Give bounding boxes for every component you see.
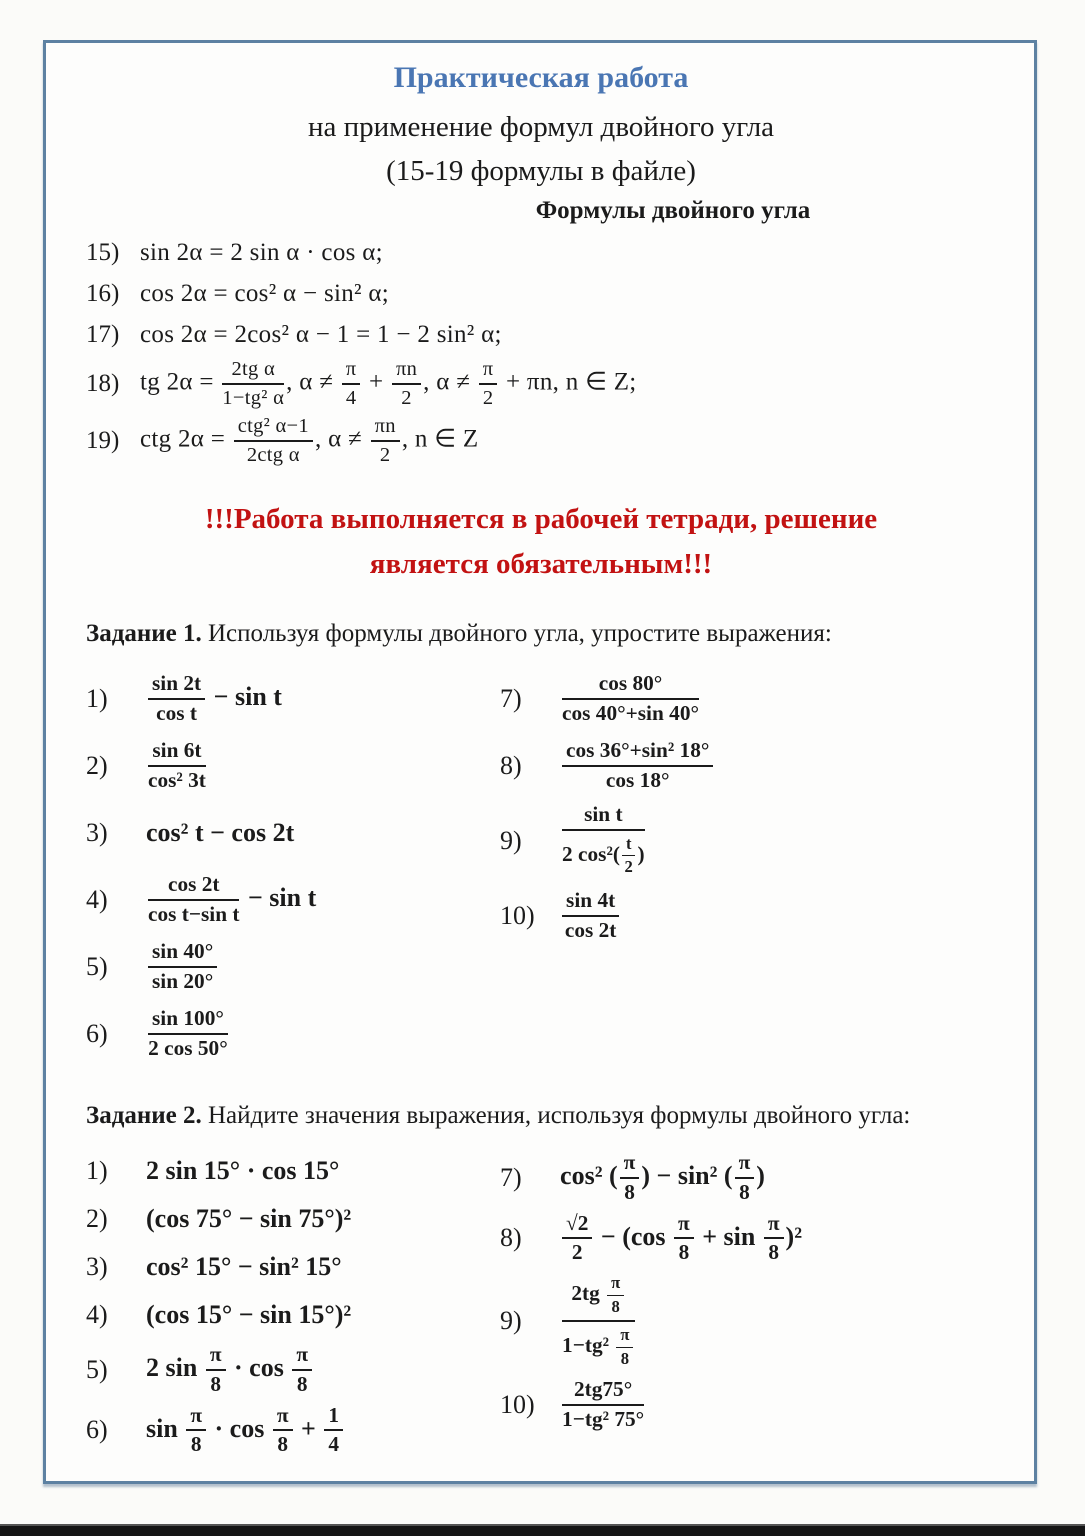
item-number: 5) xyxy=(86,1354,108,1384)
fraction-denominator: 1−tg² 75° xyxy=(562,1406,645,1431)
item-expression xyxy=(560,887,621,945)
fraction-numerator: π xyxy=(292,1343,312,1371)
fraction xyxy=(620,1151,640,1205)
task-item xyxy=(500,801,996,881)
fraction xyxy=(148,672,205,726)
task1-label: Задание 1. xyxy=(86,619,202,647)
fraction-denominator: 8 xyxy=(190,1432,202,1457)
warning-line-1: !!!Работа выполняется в рабочей тетради, решение xyxy=(204,502,878,535)
item-number: 17) xyxy=(86,321,120,348)
fraction xyxy=(273,1404,293,1458)
fraction-numerator: π xyxy=(735,1151,755,1179)
fraction xyxy=(616,1326,633,1368)
fraction xyxy=(674,1212,694,1266)
item-expression: cos² t − cos 2t xyxy=(146,817,295,847)
fraction-numerator: π xyxy=(764,1212,784,1240)
item-number: 10) xyxy=(500,900,535,930)
worksheet-page xyxy=(43,40,1037,1484)
item-number: 19) xyxy=(86,426,120,454)
fraction-numerator: π xyxy=(479,358,498,385)
item-number: 15) xyxy=(86,239,120,266)
fraction-numerator: cos 2t xyxy=(148,873,239,901)
fraction-numerator: ctg² α−1 xyxy=(234,415,313,442)
item-number: 10) xyxy=(500,1389,535,1419)
fraction-numerator: sin 4t xyxy=(562,889,619,917)
fraction-denominator: 1−tg² $\frac{\pi}{8}$ xyxy=(562,1322,635,1370)
item-number: 2) xyxy=(86,750,108,780)
fraction-numerator: π xyxy=(342,358,361,385)
fraction xyxy=(222,358,284,410)
fraction-numerator: sin 40° xyxy=(148,940,217,968)
item-number: 7) xyxy=(500,683,522,713)
fraction xyxy=(607,1274,624,1316)
fraction xyxy=(562,739,713,793)
fraction-denominator: 8 xyxy=(678,1240,690,1265)
fraction-denominator: 2 xyxy=(401,386,412,409)
fraction-numerator: π xyxy=(206,1343,226,1371)
task-item xyxy=(500,884,996,948)
task-item xyxy=(86,1197,500,1242)
item-expression: cos² ( $\frac{\pi}{8}$ ) − sin² ( $\frac{\pi}{8}$ ) xyxy=(560,1149,765,1204)
item-number: 9) xyxy=(500,825,522,855)
fraction-numerator: sin 100° xyxy=(148,1007,228,1035)
fraction-numerator: π xyxy=(620,1151,640,1179)
fraction xyxy=(392,358,421,410)
fraction xyxy=(735,1151,755,1205)
formulas-heading: Формулы двойного угла xyxy=(535,197,811,224)
formula-row xyxy=(86,315,996,355)
fraction-denominator: 2 xyxy=(624,857,633,877)
task-item xyxy=(86,935,500,999)
fraction-numerator: sin 6t xyxy=(148,739,206,767)
fraction xyxy=(342,358,361,410)
fraction xyxy=(148,940,217,994)
task-item xyxy=(500,1210,996,1268)
task-item xyxy=(86,1245,500,1290)
task-item xyxy=(86,1002,500,1066)
item-number: 3) xyxy=(86,1252,108,1282)
task2-label: Задание 2. xyxy=(86,1101,202,1129)
task-item xyxy=(500,1376,996,1434)
fraction xyxy=(562,1212,592,1266)
fraction-numerator: 1 xyxy=(324,1404,343,1432)
fraction xyxy=(764,1212,784,1266)
fraction-denominator: 2ctg α xyxy=(246,443,300,466)
screen-bottom-bar xyxy=(0,1524,1085,1536)
fraction-numerator: √2 xyxy=(562,1212,592,1240)
fraction-numerator: 2tg75° xyxy=(562,1378,644,1406)
fraction-numerator: πn xyxy=(392,358,421,385)
item-expression xyxy=(146,1005,230,1063)
fraction xyxy=(148,1007,228,1061)
fraction-denominator: 2 cos 50° xyxy=(148,1035,228,1060)
fraction-denominator: cos t−sin t xyxy=(148,901,240,926)
fraction-denominator: 8 xyxy=(277,1432,289,1457)
fraction xyxy=(479,358,498,410)
item-number: 16) xyxy=(86,280,120,307)
item-number: 3) xyxy=(86,817,108,847)
formula-row xyxy=(86,274,996,314)
item-number: 4) xyxy=(86,884,108,914)
fraction-numerator: 2tg $\frac{\pi}{8}$ xyxy=(562,1272,635,1322)
fraction xyxy=(206,1343,226,1397)
fraction-numerator: π xyxy=(186,1404,206,1432)
task-item xyxy=(500,734,996,798)
item-expression: $\frac{\cos 2t}{\text{cos t−sin t}}$ − sin t xyxy=(148,871,317,926)
item-expression xyxy=(560,737,715,795)
fraction-denominator: 1−tg² α xyxy=(222,386,285,409)
warning-line-2: является обязательным!!! xyxy=(369,547,713,580)
item-expression xyxy=(146,938,219,996)
fraction-denominator: cos t xyxy=(156,700,197,725)
task1-instruction: Используя формулы двойного угла, упростите выражения: xyxy=(201,619,832,647)
fraction-denominator: 8 xyxy=(624,1179,635,1204)
fraction-denominator: 8 xyxy=(296,1371,308,1396)
item-number: 8) xyxy=(500,1223,522,1253)
fraction-denominator: cos² 3t xyxy=(148,767,206,792)
item-number: 5) xyxy=(86,951,108,981)
task-item xyxy=(500,1149,996,1207)
fraction xyxy=(186,1404,206,1458)
fraction-denominator: 4 xyxy=(345,386,357,409)
fraction-denominator: 8 xyxy=(768,1240,780,1265)
fraction xyxy=(562,1378,644,1432)
formula-row xyxy=(86,356,996,412)
task2-heading xyxy=(86,1099,991,1133)
task-item xyxy=(86,1341,500,1399)
fraction xyxy=(148,873,239,927)
fraction-denominator: cos 18° xyxy=(605,767,670,792)
fraction xyxy=(371,415,400,467)
fraction-numerator: sin 2t xyxy=(148,672,205,700)
item-expression: $\frac{√2}{2}$ − (cos $\frac{\pi}{8}$ + sin $\frac{\pi}{8}$ )² xyxy=(560,1210,802,1268)
double-angle-formulas-list xyxy=(86,233,996,469)
item-expression xyxy=(146,737,208,795)
fraction xyxy=(148,739,206,793)
item-expression xyxy=(560,1270,637,1372)
warning-text xyxy=(86,497,996,587)
task-item xyxy=(500,667,996,731)
item-number: 4) xyxy=(86,1300,108,1330)
worksheet-subtitle: на применение формул двойного угла xyxy=(307,111,775,143)
item-expression: 2 sin $\frac{\pi}{8}$ · cos $\frac{\pi}{8}$ xyxy=(146,1341,314,1399)
item-expression: (cos 15° − sin 15°)² xyxy=(146,1300,352,1330)
item-expression: sin $\frac{\pi}{8}$ · cos $\frac{\pi}{8}$ + $\frac{1}{4}$ xyxy=(146,1402,345,1460)
fraction xyxy=(234,415,313,467)
item-number: 18) xyxy=(86,369,120,397)
task-item xyxy=(86,801,500,865)
fraction-numerator: π xyxy=(674,1212,694,1240)
formula-row xyxy=(86,413,996,469)
task-item xyxy=(86,1402,500,1460)
task1-items xyxy=(86,667,996,1069)
item-number: 1) xyxy=(86,1156,108,1186)
fraction-denominator: 2 cos²( $\frac{t}{2}$ ) xyxy=(562,833,645,877)
item-expression: $\frac{\sin 2t}{\text{cos t}}$ − sin t xyxy=(146,670,282,728)
fraction-denominator: 8 xyxy=(611,1296,620,1316)
task1-heading xyxy=(86,617,991,651)
item-number: 9) xyxy=(500,1306,522,1336)
fraction-numerator: 2tg α xyxy=(222,358,284,385)
fraction xyxy=(562,1272,635,1370)
fraction-numerator: π xyxy=(273,1404,293,1432)
fraction-numerator: πn xyxy=(371,415,400,442)
fraction-numerator: cos 36°+sin² 18° xyxy=(562,739,713,767)
item-expression xyxy=(560,1376,646,1434)
fraction-denominator: 8 xyxy=(739,1179,750,1204)
worksheet-subtitle-note: (15-19 формулы в файле) xyxy=(386,155,696,187)
fraction-denominator: cos 2t xyxy=(564,917,617,942)
item-expression: tg 2α = $\frac{\text{2tg α}}{\text{1−tg² α}}$ , α ≠ $\frac{\pi}{4}$ + $\frac{\pi n}{2}$ , α ≠ $\frac{\pi}{2}$ + πn, n ∈ Z; xyxy=(140,358,637,409)
item-number: 7) xyxy=(500,1162,522,1192)
fraction-denominator: 8 xyxy=(620,1349,630,1369)
item-expression xyxy=(560,670,701,728)
item-expression: cos² 15° − sin² 15° xyxy=(146,1252,342,1282)
fraction-numerator: t xyxy=(622,835,636,857)
task-item xyxy=(86,667,500,731)
item-number: 6) xyxy=(86,1018,108,1048)
item-expression: cos 2α = cos² α − sin² α; xyxy=(140,280,390,307)
fraction-denominator: 2 xyxy=(571,1240,583,1265)
task-item xyxy=(86,734,500,798)
task-item xyxy=(86,868,500,932)
task-item xyxy=(500,1270,996,1372)
fraction-denominator: 2 xyxy=(482,386,494,409)
task1-left-column xyxy=(86,667,500,1069)
fraction xyxy=(562,672,699,726)
item-expression: cos 2α = 2cos² α − 1 = 1 − 2 sin² α; xyxy=(140,321,502,348)
fraction-denominator: 2 xyxy=(379,443,391,466)
fraction xyxy=(562,889,619,943)
task-item xyxy=(86,1149,500,1194)
worksheet-title: Практическая работа xyxy=(393,61,689,94)
item-expression: ctg 2α = $\frac{\text{ctg² α−1}}{\text{2ctg α}}$ , α ≠ $\frac{\pi n}{2}$ , n ∈ Z xyxy=(140,414,479,466)
task2-instruction: Найдите значения выражения, используя формулы двойного угла: xyxy=(201,1101,911,1129)
fraction-denominator: sin 20° xyxy=(152,968,214,993)
task1-right-column xyxy=(500,667,996,1069)
fraction xyxy=(292,1343,312,1397)
fraction xyxy=(324,1404,343,1458)
item-expression: (cos 75° − sin 75°)² xyxy=(146,1204,352,1234)
item-number: 8) xyxy=(500,750,522,780)
fraction xyxy=(562,803,645,879)
fraction-denominator: 8 xyxy=(210,1371,221,1396)
task2-left-column xyxy=(86,1149,500,1462)
item-number: 6) xyxy=(86,1415,108,1445)
item-expression: sin 2α = 2 sin α · cos α; xyxy=(140,239,383,266)
item-expression xyxy=(560,801,647,881)
task-item xyxy=(86,1293,500,1338)
fraction-numerator: π xyxy=(607,1274,624,1296)
task2-right-column xyxy=(500,1149,996,1462)
fraction-numerator: π xyxy=(616,1326,633,1348)
fraction-numerator: cos 80° xyxy=(562,672,699,700)
formula-row xyxy=(86,233,996,273)
fraction-denominator: 4 xyxy=(328,1432,340,1457)
task2-items xyxy=(86,1149,996,1462)
fraction-numerator: sin t xyxy=(562,803,645,831)
item-number: 2) xyxy=(86,1204,108,1234)
fraction xyxy=(622,835,636,877)
item-number: 1) xyxy=(86,683,108,713)
fraction-denominator: cos 40°+sin 40° xyxy=(562,700,699,725)
item-expression: 2 sin 15° · cos 15° xyxy=(146,1156,340,1186)
